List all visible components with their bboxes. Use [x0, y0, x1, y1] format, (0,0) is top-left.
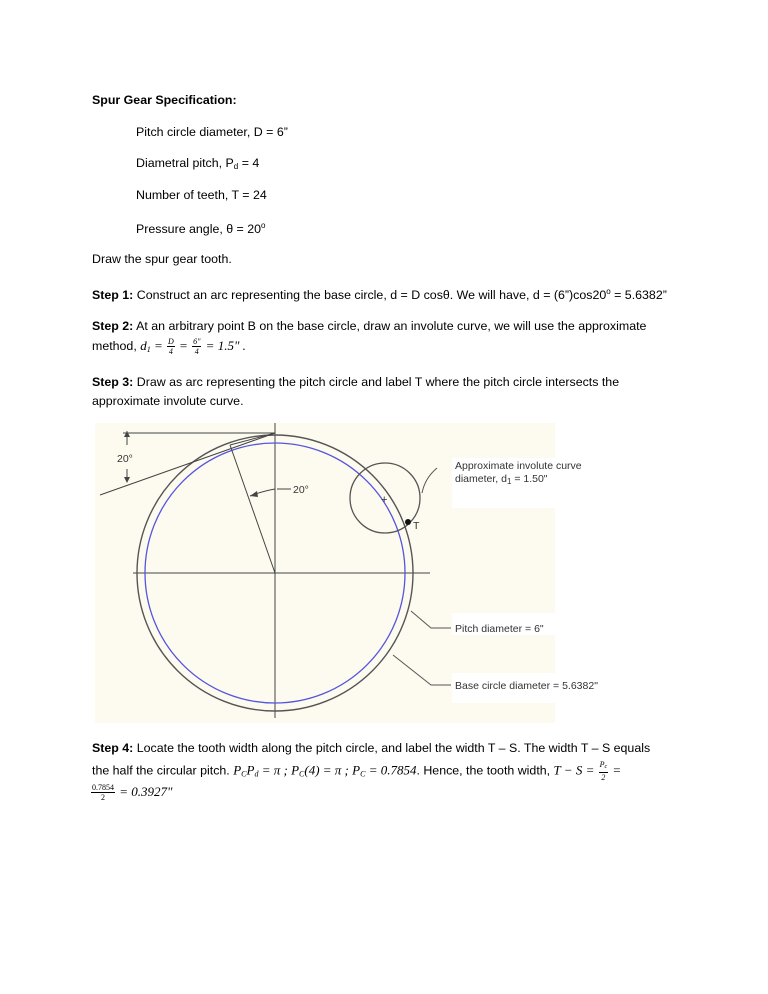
step-4-line-3: $\frac{0.7854}{2}$ = 0.3927"	[92, 783, 173, 803]
step-2-line-1: Step 2: At an arbitrary point B on the base circle, draw an involute curve, we will use the approximate	[92, 319, 647, 333]
angle-label-mid: 20°	[293, 484, 309, 496]
step-4-line-2: the half the circular pitch. $P_CP_d = \pi$ ; $P_C(4) = \pi$ ; $P_C = 0.7854$. Hence, the tooth width, T − S = $\frac{Pc}{2}$ =	[92, 760, 622, 782]
gear-construction-diagram	[95, 423, 598, 723]
step-3-line-2: approximate involute curve.	[92, 394, 244, 408]
spec-teeth: Number of teeth, T = 24	[136, 188, 267, 202]
point-t-marker	[405, 519, 411, 525]
spec-diametral-pitch: Diametral pitch, $P_d = 4$	[136, 156, 260, 171]
heading: Spur Gear Specification:	[92, 93, 237, 107]
base-circle-label: Base circle diameter = 5.6382"	[455, 680, 598, 692]
fraction-d-over-4: $\frac{D}{4}$	[168, 337, 174, 357]
step-4-line-1: Step 4: Locate the tooth width along the pitch circle, and label the width T – S. The width T – S equals	[92, 741, 651, 755]
step-1: Step 1: Construct an arc representing the base circle, d = D cosθ. We will have, $d = (6”)\cos 20^o = 5.6382$”	[92, 287, 667, 302]
step-3-line-1: Step 3: Draw as arc representing the pitch circle and label T where the pitch circle intersects the	[92, 375, 620, 389]
spec-pressure-angle: Pressure angle, $\theta = 20^o$	[136, 221, 266, 236]
fraction-0-7854-over-2: $\frac{0.7854}{2}$	[92, 783, 114, 803]
angle-label-top: 20°	[117, 453, 133, 465]
involute-label-line-1: Approximate involute curve	[455, 460, 582, 472]
point-t-label: T	[413, 520, 420, 532]
involute-label-line-2: diameter, d1 = 1.50"	[455, 473, 548, 486]
fraction-6-over-4: $\frac{6"}{4}$	[193, 337, 201, 357]
pitch-diameter-label: Pitch diameter = 6"	[455, 623, 544, 635]
fraction-pc-over-2: $\frac{Pc}{2}$	[599, 760, 608, 782]
instruction: Draw the spur gear tooth.	[92, 252, 232, 266]
step-2-line-2: method, $d_1$ = $\frac{D}{4}$ = $\frac{6"}{4}$ = 1.5" .	[92, 337, 246, 357]
involute-center-mark: +	[381, 494, 388, 506]
spec-pitch-circle: Pitch circle diameter, D = 6”	[136, 125, 288, 139]
